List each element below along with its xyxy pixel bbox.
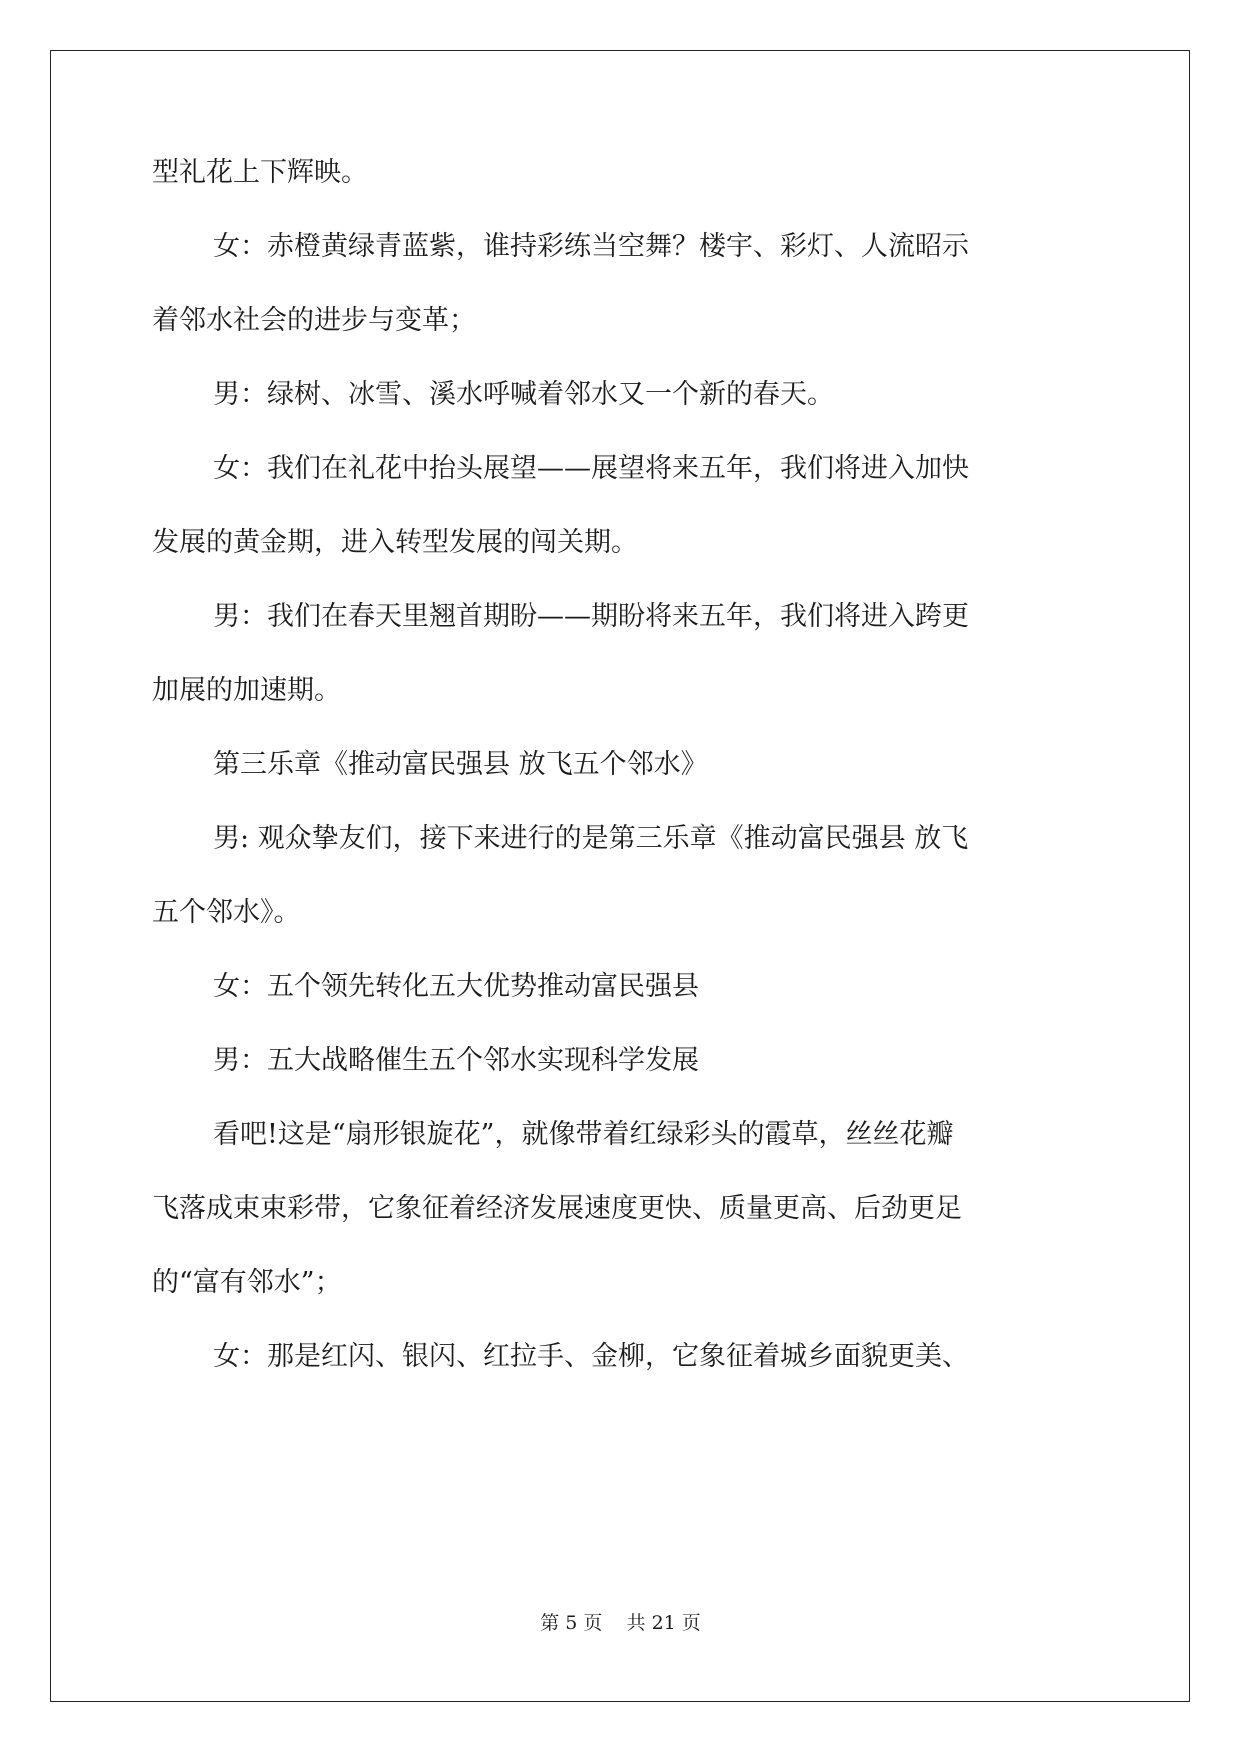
paragraph-start-line: 女：我们在礼花中抬头展望——展望将来五年，我们将进入加快 — [213, 453, 969, 484]
text-line: 加展的加速期。 — [152, 675, 341, 706]
paragraph-start-line: 女：五个领先转化五大优势推动富民强县 — [213, 971, 699, 1002]
text-line: 的“富有邻水”； — [152, 1267, 342, 1298]
paragraph-start-line: 女：那是红闪、银闪、红拉手、金柳，它象征着城乡面貌更美、 — [213, 1341, 969, 1372]
section-heading: 第三乐章《推动富民强县 放飞五个邻水》 — [213, 749, 708, 780]
paragraph-start-line: 男: 观众挚友们，接下来进行的是第三乐章《推动富民强县 放飞 — [213, 823, 969, 854]
paragraph-start-line: 看吧!这是“扇形银旋花”，就像带着红绿彩头的霞草，丝丝花瓣 — [213, 1119, 954, 1150]
text-line: 五个邻水》。 — [152, 897, 301, 928]
text-line: 型礼花上下辉映。 — [152, 157, 368, 188]
text-line: 发展的黄金期，进入转型发展的闯关期。 — [152, 527, 638, 558]
text-line: 飞落成束束彩带，它象征着经济发展速度更快、质量更高、后劲更足 — [152, 1193, 962, 1224]
page-number: 第 5 页 共 21 页 — [540, 1612, 701, 1634]
paragraph-start-line: 男：绿树、冰雪、溪水呼喊着邻水又一个新的春天。 — [213, 379, 834, 410]
paragraph-start-line: 男：我们在春天里翘首期盼——期盼将来五年，我们将进入跨更 — [213, 601, 969, 632]
paragraph-start-line: 男：五大战略催生五个邻水实现科学发展 — [213, 1045, 699, 1076]
page-border — [50, 50, 1190, 1702]
paragraph-start-line: 女：赤橙黄绿青蓝紫，谁持彩练当空舞？楼宇、彩灯、人流昭示 — [213, 231, 969, 262]
text-line: 着邻水社会的进步与变革； — [152, 305, 476, 336]
